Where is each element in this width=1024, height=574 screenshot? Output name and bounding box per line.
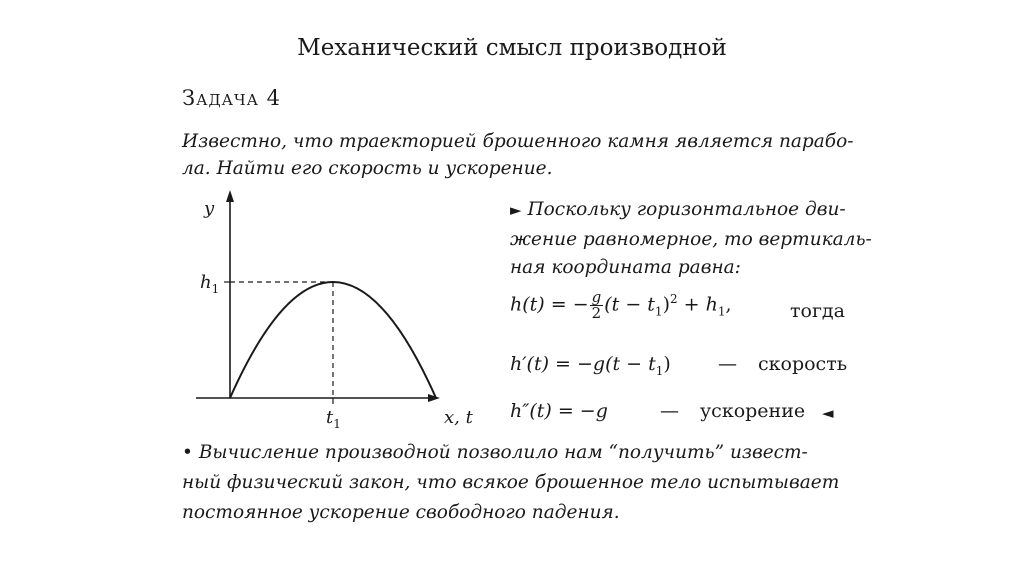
- equation-acceleration: h″(t) = −g: [510, 400, 608, 422]
- velocity-word: скорость: [758, 353, 848, 375]
- bullet-icon: •: [182, 442, 193, 463]
- conclusion-text-1: Вычисление производной позволило нам “получить” извест-: [198, 442, 808, 463]
- h1-label: $h_1$: [200, 272, 220, 296]
- conclusion-line-3: постоянное ускорение свободного падения.: [182, 502, 620, 523]
- conclusion-line-1: [182, 442, 808, 463]
- acceleration-word: ускорение: [700, 400, 806, 422]
- equation-velocity: $h'(t) = -g(t - t_1)$: [510, 353, 671, 378]
- t1-label: $t_1$: [326, 407, 341, 431]
- y-axis-label: y: [204, 198, 215, 219]
- task-heading: [182, 86, 281, 110]
- parabola-graph: [190, 190, 490, 435]
- solution-line-1: [510, 199, 846, 220]
- acceleration-dash: —: [660, 400, 679, 422]
- g-over-2-fraction: $\frac{g}{2}$: [591, 288, 602, 322]
- velocity-dash: —: [718, 353, 737, 375]
- y-axis-arrow-icon: [226, 190, 234, 202]
- equation-position: h(t) = − $\frac{g}{2}$ $(t - t_1)^2 + h_1$,: [510, 288, 732, 322]
- triangle-left-icon: ◄: [822, 404, 834, 422]
- x-axis-label: x, t: [444, 407, 473, 428]
- task-number: 4: [266, 86, 282, 110]
- slide-title: Механический смысл производной: [297, 35, 727, 61]
- conclusion-line-2: ный физический закон, что всякое брошенное тело испытывает: [182, 472, 840, 493]
- task-label: Задача: [182, 86, 259, 110]
- solution-line-3: ная координата равна:: [510, 257, 741, 278]
- triangle-right-icon: ►: [510, 201, 522, 219]
- solution-text-1: Поскольку горизонтальное дви-: [527, 199, 846, 220]
- problem-line-2: ла. Найти его скорость и ускорение.: [182, 158, 553, 179]
- problem-line-1: Известно, что траекторией брошенного камня является парабо-: [182, 131, 854, 152]
- solution-line-2: жение равномерное, то вертикаль-: [510, 229, 872, 250]
- equation-then-word: тогда: [790, 300, 845, 322]
